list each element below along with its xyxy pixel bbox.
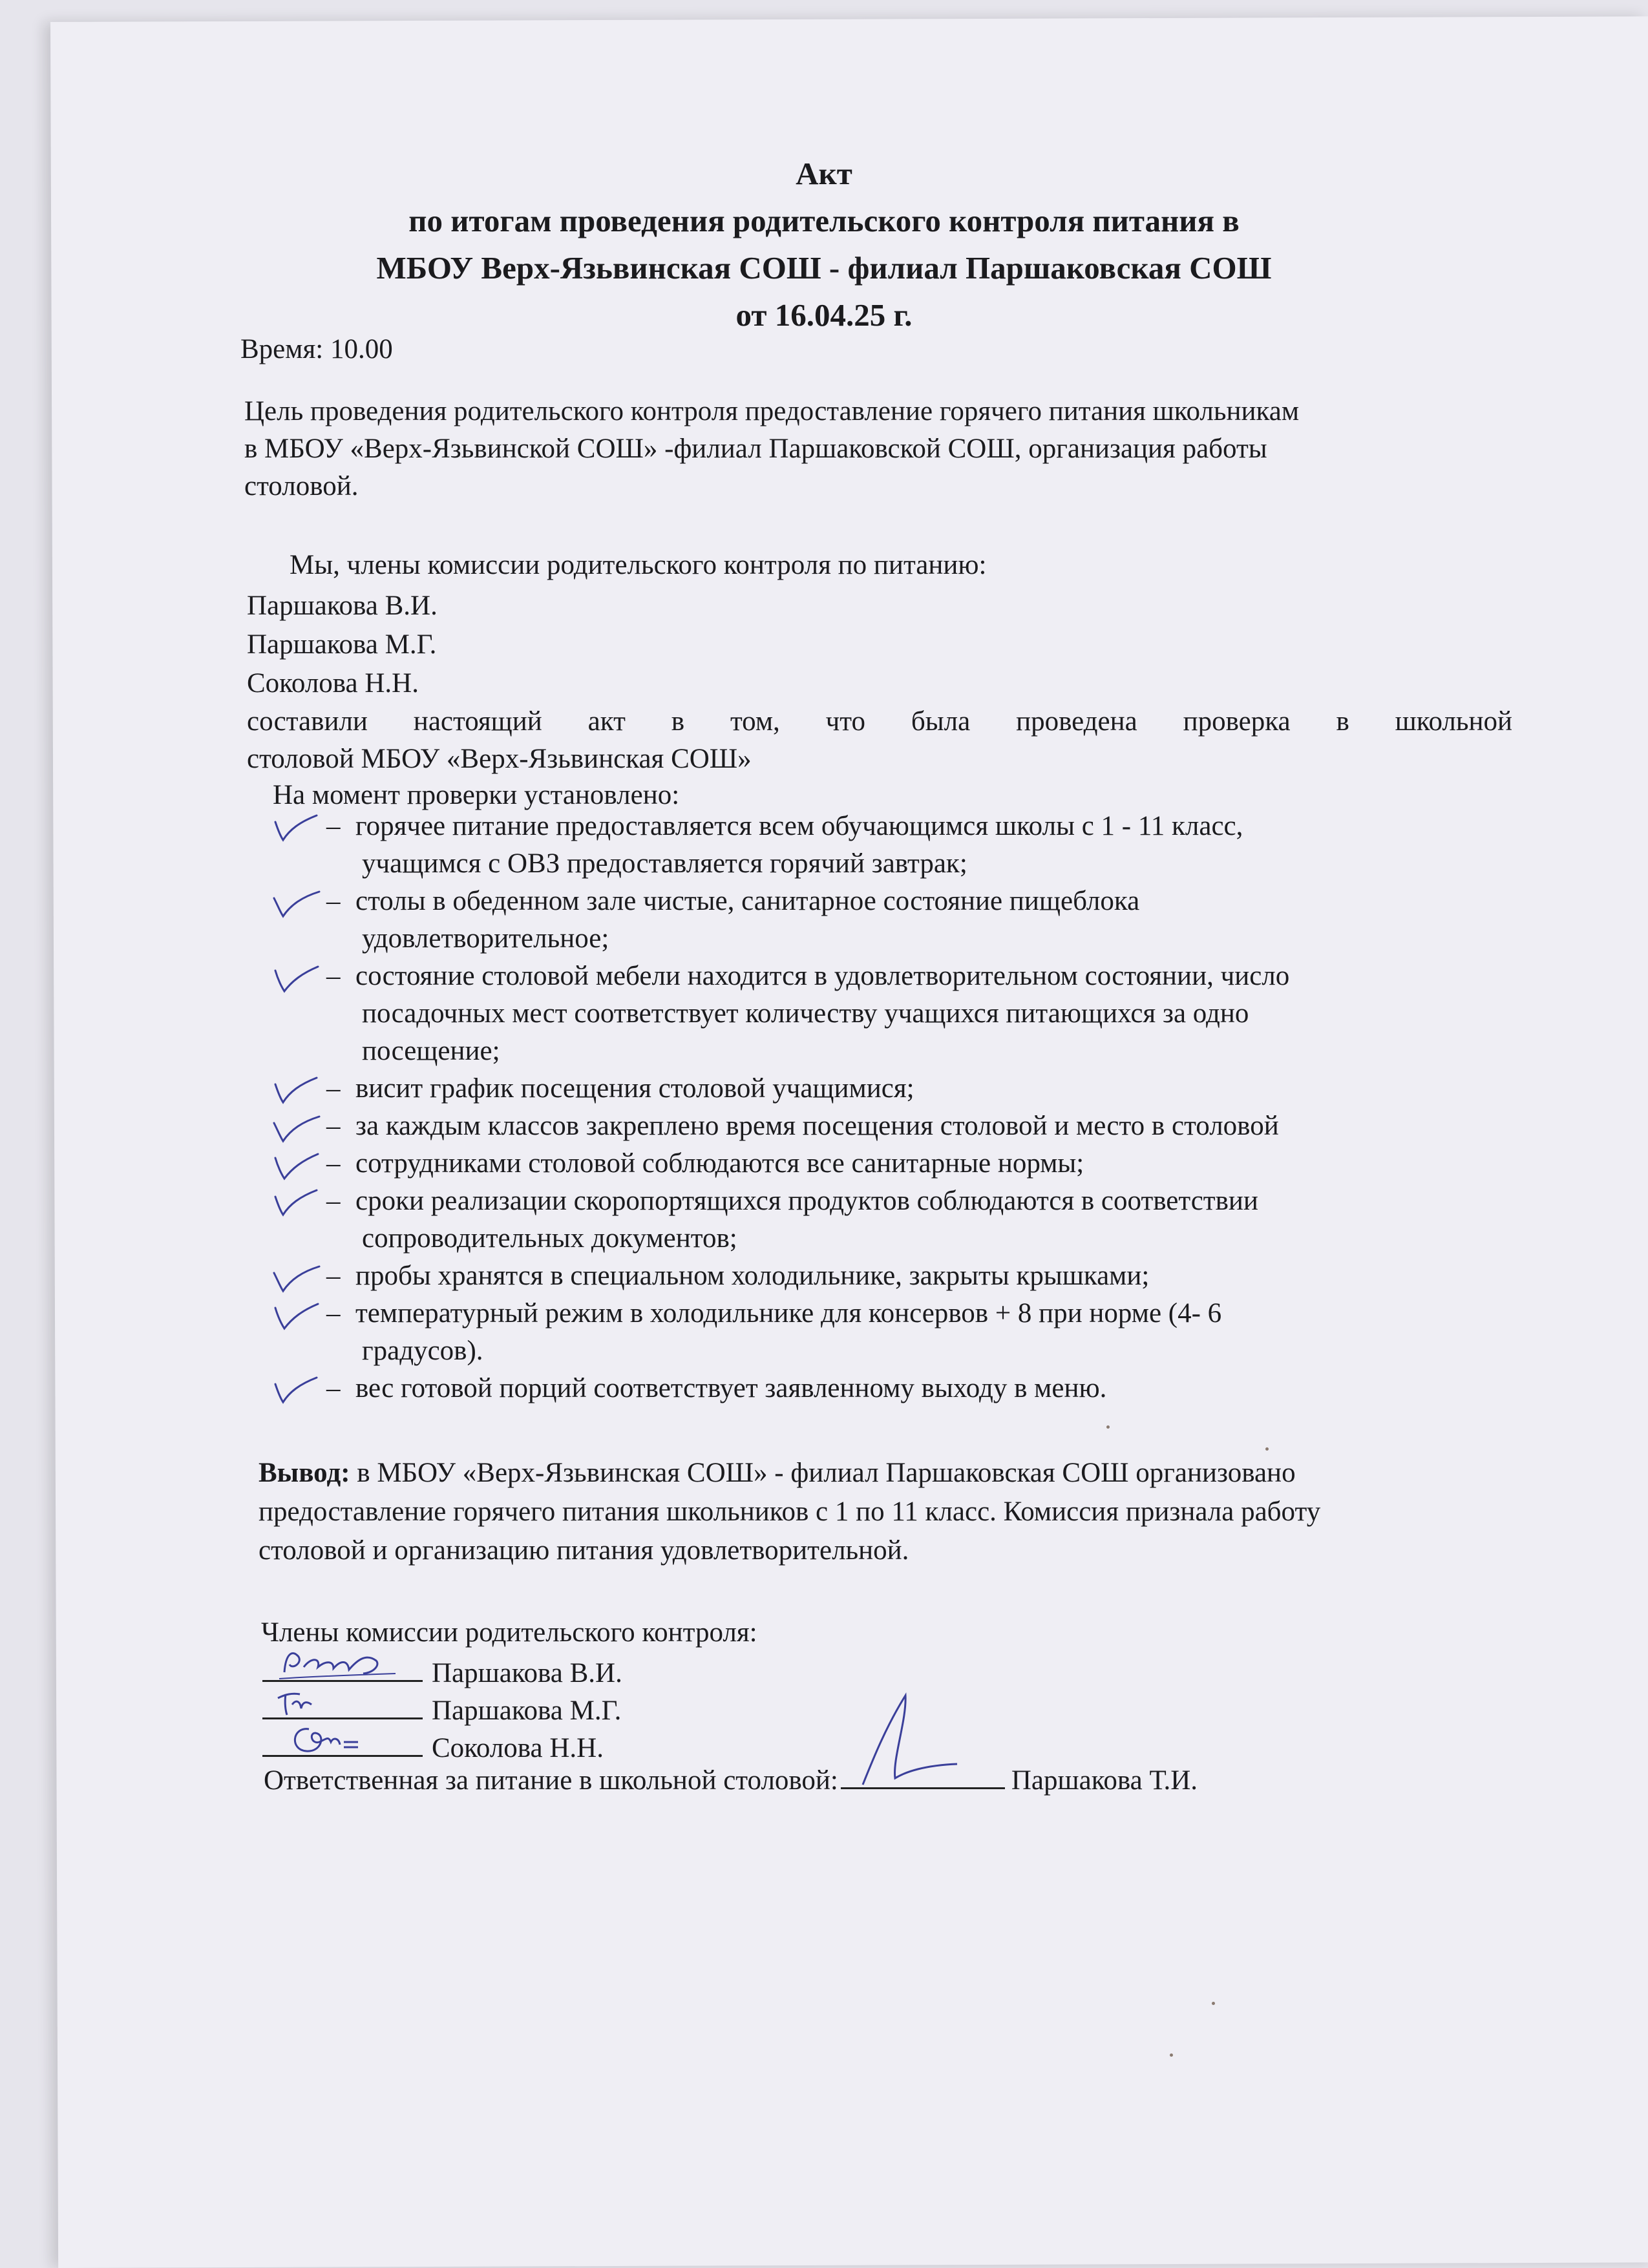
conclusion-line-1: в МБОУ «Верх-Язьвинская СОШ» - филиал Паршаковская СОШ организовано [350,1458,1296,1488]
check-mark-icon [271,810,323,845]
paper-speck [1170,2053,1173,2057]
check-mark-icon [271,1110,323,1145]
conclusion-line-2: предоставление горячего питания школьников с 1 по 11 класс. Комиссия признала работу [259,1496,1321,1527]
compiled-line-2: столовой МБОУ «Верх-Язьвинская СОШ» [247,744,752,774]
signatory-name: Соколова Н.Н. [432,1733,604,1763]
checklist-item [265,958,1493,1070]
checklist-item [265,1257,1493,1295]
paper-speck [1265,1447,1269,1451]
inspection-goal [244,393,1299,505]
findings-heading: На момент проверки установлено: [273,780,680,810]
responsible-name: Паршакова Т.И. [1011,1765,1198,1796]
checklist-item [265,1070,1493,1108]
check-mark-icon [271,885,323,920]
member-name: Соколова Н.Н. [247,668,419,698]
checklist-item-text: состояние столовой мебели находится в удовлетворительном состоянии, число [355,961,1290,991]
responsible-person [264,1759,1198,1800]
check-mark-icon [271,960,323,995]
list-dash: – [326,1111,341,1141]
list-dash: – [326,886,341,916]
handwritten-signature [266,1641,408,1683]
signature-line [262,1652,423,1682]
responsible-label: Ответственная за питание в школьной столовой: [264,1765,838,1796]
check-mark-icon [271,1297,323,1332]
compiled-line-1: составили настоящий акт в том, что была проведена проверка в школьной [247,706,1512,737]
checklist-item-text: посещение; [362,1036,500,1066]
title-line-3: МБОУ Верх-Язьвинская СОШ - филиал Паршаковская СОШ [376,250,1272,286]
document-title [0,150,1648,339]
checklist-item [265,1295,1493,1370]
paper-speck [1106,1425,1110,1429]
findings-checklist [265,808,1493,1407]
signatory-name: Паршакова В.И. [432,1658,622,1688]
check-mark-icon [271,1260,323,1295]
conclusion-line-3: столовой и организацию питания удовлетворительной. [259,1535,909,1566]
inspection-time: Время: 10.00 [240,334,393,364]
conclusion [259,1454,1525,1570]
checklist-item-text: температурный режим в холодильнике для консервов + 8 при норме (4- 6 [355,1298,1222,1328]
signatures-heading: Члены комиссии родительского контроля: [261,1617,757,1648]
commission-intro: Мы, члены комиссии родительского контроля по питанию: [290,550,987,580]
member-name: Паршакова В.И. [247,591,438,621]
signatory-name: Паршакова М.Г. [432,1696,622,1726]
checklist-item-text: сотрудниками столовой соблюдаются все санитарные нормы; [355,1148,1084,1179]
conclusion-label: Вывод: [259,1458,350,1488]
list-dash: – [326,1298,341,1328]
checklist-item-text: висит график посещения столовой учащимися; [355,1073,914,1104]
goal-line-1: Цель проведения родительского контроля предоставление горячего питания школьникам [244,396,1300,426]
checklist-item [265,1370,1493,1407]
checklist-item-text: пробы хранятся в специальном холодильнике, закрыты крышками; [355,1261,1150,1291]
checklist-item-text: посадочных мест соответствует количеству учащихся питающихся за одно [362,998,1249,1029]
checklist-item-text: горячее питание предоставляется всем обучающимся школы с 1 - 11 класс, [355,811,1243,841]
signature-line [841,1759,1005,1789]
list-dash: – [326,1186,341,1216]
checklist-item-text: сопроводительных документов; [362,1223,737,1254]
checklist-item-text: учащимся с ОВЗ предоставляется горячий завтрак; [362,848,967,879]
checklist-item-text: вес готовой порций соответствует заявленному выходу в меню. [355,1373,1107,1403]
check-mark-icon [271,1148,323,1182]
list-dash: – [326,1148,341,1179]
member-name: Паршакова М.Г. [247,629,437,660]
handwritten-signature [266,1716,408,1758]
checklist-item-text: за каждым классов закреплено время посещения столовой и место в столовой [355,1111,1279,1141]
checklist-item [265,1182,1493,1257]
title-line-1: Акт [796,156,852,191]
signature-line [262,1727,423,1757]
check-mark-icon [271,1372,323,1407]
goal-line-2: в МБОУ «Верх-Язьвинской СОШ» -филиал Паршаковской СОШ, организация работы [244,434,1267,464]
goal-line-3: столовой. [244,471,359,501]
checklist-item [265,1145,1493,1182]
list-dash: – [326,1261,341,1291]
checklist-item [265,1108,1493,1145]
list-dash: – [326,811,341,841]
handwritten-signature [847,1681,977,1791]
commission-members [247,587,438,703]
signature-line [262,1689,423,1719]
title-line-4: от 16.04.25 г. [735,297,913,333]
checklist-item-text: сроки реализации скоропортящихся продуктов соблюдаются в соответствии [355,1186,1258,1216]
compiled-statement [247,703,1512,778]
list-dash: – [326,961,341,991]
checklist-item [265,808,1493,883]
paper-speck [1212,2002,1215,2005]
checklist-item-text: столы в обеденном зале чистые, санитарное состояние пищеблока [355,886,1140,916]
checklist-item-text: удовлетворительное; [362,923,609,954]
handwritten-signature [266,1679,408,1720]
checklist-item-text: градусов). [362,1336,483,1366]
list-dash: – [326,1373,341,1403]
checklist-item [265,883,1493,958]
list-dash: – [326,1073,341,1104]
check-mark-icon [271,1185,323,1220]
title-line-2: по итогам проведения родительского контроля питания в [408,203,1240,238]
check-mark-icon [271,1073,323,1108]
